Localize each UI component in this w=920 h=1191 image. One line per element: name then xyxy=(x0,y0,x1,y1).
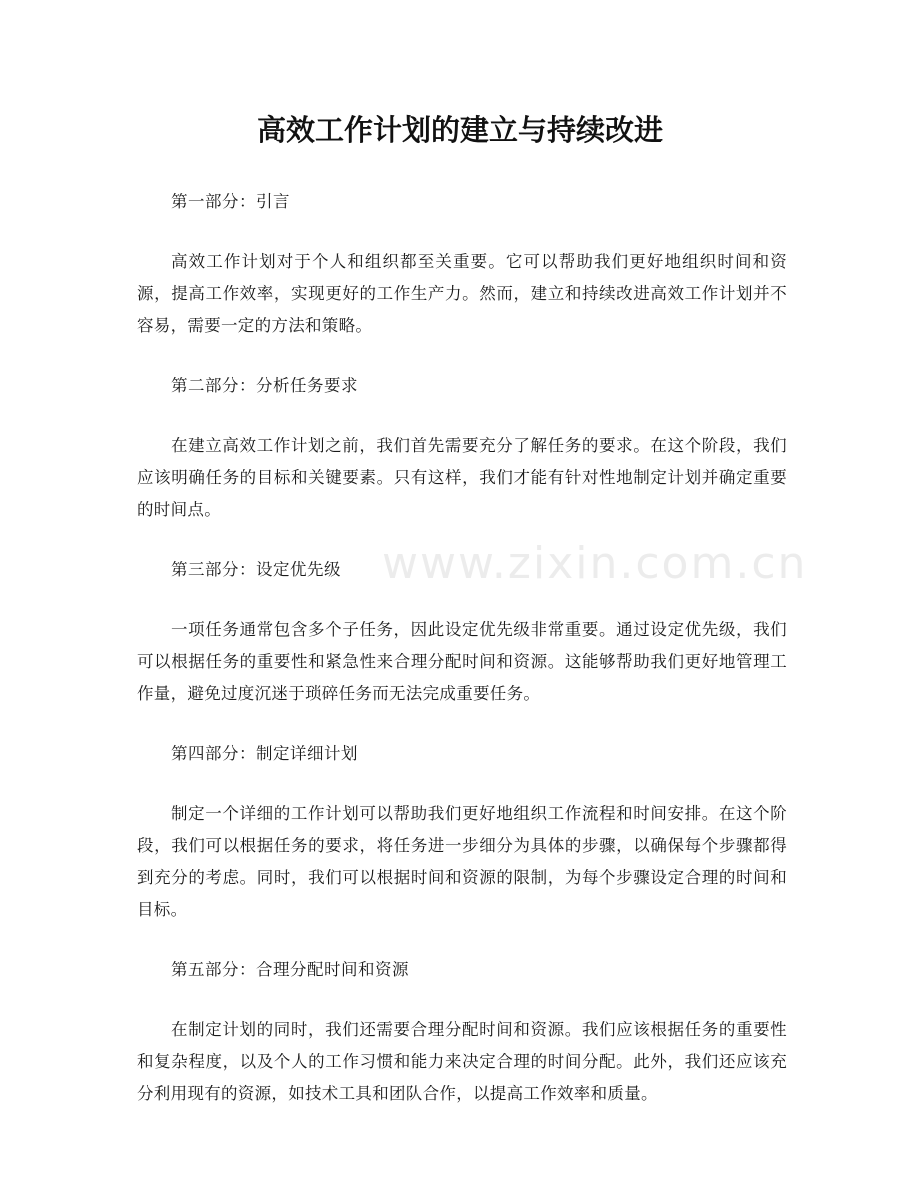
section-paragraph: 一项任务通常包含多个子任务，因此设定优先级非常重要。通过设定优先级，我们可以根据任务的重要性和紧急性来合理分配时间和资源。这能够帮助我们更好地管理工作量，避免过度沉迷于琐碎任务而无法完成重要任务。 xyxy=(137,620,787,703)
section-paragraph: 在建立高效工作计划之前，我们首先需要充分了解任务的要求。在这个阶段，我们应该明确任务的目标和关键要素。只有这样，我们才能有针对性地制定计划并确定重要的时间点。 xyxy=(137,436,787,519)
document-title: 高效工作计划的建立与持续改进 xyxy=(256,113,663,147)
section-heading: 第四部分：制定详细计划 xyxy=(171,744,358,763)
section-heading: 第二部分：分析任务要求 xyxy=(171,376,358,395)
section-paragraph: 在制定计划的同时，我们还需要合理分配时间和资源。我们应该根据任务的重要性和复杂程度，以及个人的工作习惯和能力来决定合理的时间分配。此外，我们还应该充分利用现有的资源，如技术工具和团队合作，以提高工作效率和质量。 xyxy=(137,1020,787,1103)
section-heading: 第五部分：合理分配时间和资源 xyxy=(171,960,409,979)
document-body xyxy=(137,186,787,1138)
section-heading: 第一部分：引言 xyxy=(171,192,290,211)
section-paragraph: 高效工作计划对于个人和组织都至关重要。它可以帮助我们更好地组织时间和资源，提高工作效率，实现更好的工作生产力。然而，建立和持续改进高效工作计划并不容易，需要一定的方法和策略。 xyxy=(137,252,787,335)
section-paragraph: 制定一个详细的工作计划可以帮助我们更好地组织工作流程和时间安排。在这个阶段，我们可以根据任务的要求，将任务进一步细分为具体的步骤，以确保每个步骤都得到充分的考虑。同时，我们可以根据时间和资源的限制，为每个步骤设定合理的时间和目标。 xyxy=(137,804,787,919)
watermark: www.zixin.com.cn xyxy=(382,538,808,589)
section-heading: 第三部分：设定优先级 xyxy=(171,560,341,579)
